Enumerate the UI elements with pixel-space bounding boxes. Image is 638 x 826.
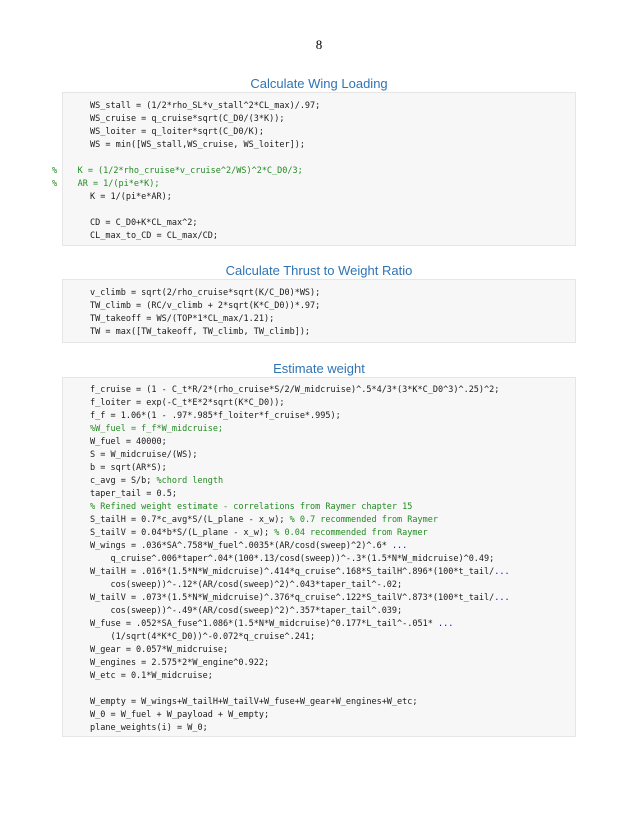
code-line [90,709,269,722]
code-block-wing-loading [52,92,576,246]
code-line [90,553,494,566]
code-line [90,449,197,462]
code-text: b = sqrt(AR*S); [90,463,167,473]
code-comment: %chord length [156,476,224,486]
code-line [90,475,223,488]
code-line [90,191,172,204]
code-text: K = 1/(pi*e*AR); [90,192,172,202]
code-text: TW_climb = (RC/v_climb + 2*sqrt(K*C_D0))*.97; [90,301,321,311]
code-text: (1/sqrt(4*K*C_D0))^-0.072*q_cruise^.241; [90,632,316,642]
code-text: W_tailH = .016*(1.5*N*W_midcruise)^.414*q_cruise^.168*S_tailH^.896*(100*t_tail/ [90,567,495,577]
code-line [90,287,320,300]
code-line [90,514,438,527]
code-text: W_0 = W_fuel + W_payload + W_empty; [90,710,270,720]
section-title-estimate-weight: Estimate weight [273,361,365,376]
code-line [90,566,510,579]
code-comment: % K = (1/2*rho_cruise*v_cruise^2/WS)^2*C_D0/3; [52,166,303,176]
code-line [90,139,305,152]
code-line [90,696,418,709]
code-continuation: ... [494,567,510,577]
code-text: W_fuse = .052*SA_fuse^1.086*(1.5*N*W_midcruise)^0.177*L_tail^-.051* [90,619,438,629]
code-line [90,488,177,501]
code-line [90,670,213,683]
code-line [90,462,167,475]
code-line [90,644,228,657]
code-block-thrust-to-weight [62,279,576,343]
code-continuation: ... [438,619,454,629]
code-text: cos(sweep))^-.49*(AR/cosd(sweep)^2)^.357*taper_tail^.039; [90,606,403,616]
code-line [90,384,499,397]
code-line [90,126,264,139]
code-line [90,527,428,540]
code-text: W_fuel = 40000; [90,437,167,447]
code-comment: % AR = 1/(pi*e*K); [52,179,160,189]
code-text: W_etc = 0.1*W_midcruise; [90,671,213,681]
code-text: W_tailV = .073*(1.5*N*W_midcruise)^.376*q_cruise^.122*S_tailV^.873*(100*t_tail/ [90,593,495,603]
code-text: TW = max([TW_takeoff, TW_climb, TW_climb]); [90,327,311,337]
code-text: q_cruise^.006*taper^.04*(100*.13/cosd(sweep))^-.3*(1.5*N*W_midcruise)^0.49; [90,554,495,564]
code-line [52,178,159,191]
code-line [90,100,320,113]
section-title-thrust-to-weight: Calculate Thrust to Weight Ratio [225,263,413,278]
code-text: f_f = 1.06*(1 - .97*.985*f_loiter*f_cruise*.995); [90,411,341,421]
code-text: TW_takeoff = WS/(TOP*1*CL_max/1.21); [90,314,275,324]
code-line [90,300,320,313]
code-text: taper_tail = 0.5; [90,489,177,499]
code-text: W_gear = 0.057*W_midcruise; [90,645,229,655]
code-continuation: ... [494,593,510,603]
code-text: CD = C_D0+K*CL_max^2; [90,218,198,228]
code-continuation: ... [391,541,408,551]
code-text: cos(sweep))^-.12*(AR/cosd(sweep)^2)^.043*taper_tail^-.02; [90,580,403,590]
code-text: W_empty = W_wings+W_tailH+W_tailV+W_fuse+W_gear+W_engines+W_etc; [90,697,418,707]
code-text: S = W_midcruise/(WS); [90,450,198,460]
code-text: f_loiter = exp(-C_t*E*2*sqrt(K*C_D0)); [90,398,285,408]
code-text: CL_max_to_CD = CL_max/CD; [90,231,218,241]
code-line [90,631,315,644]
code-line [90,605,402,618]
code-line [52,165,303,178]
code-text: c_avg = S/b; [90,476,157,486]
code-text: WS_cruise = q_cruise*sqrt(C_D0/(3*K)); [90,114,285,124]
code-line [90,592,510,605]
code-text: f_cruise = (1 - C_t*R/2*(rho_cruise*S/2/W_midcruise)^.5*4/3*(3*K*C_D0^3)^.25)^2; [90,385,500,395]
code-comment: % 0.04 recommended from Raymer [274,528,428,538]
code-line [90,722,208,735]
code-line [90,618,453,631]
code-line [90,217,197,230]
page-number: 8 [315,37,323,52]
code-text: S_tailV = 0.04*b*S/(L_plane - x_w); [90,528,275,538]
code-line [90,326,310,339]
code-text: W_wings = .036*SA^.758*W_fuel^.0035*(AR/cosd(sweep)^2)^.6* [90,541,392,551]
code-text: S_tailH = 0.7*c_avg*S/(L_plane - x_w); [90,515,290,525]
code-comment: % 0.7 recommended from Raymer [289,515,438,525]
code-comment: % Refined weight estimate - correlations from Raymer chapter 15 [90,502,413,512]
code-line [90,410,341,423]
code-block-estimate-weight [62,377,576,737]
code-line [90,313,274,326]
code-line [90,657,269,670]
code-line [90,230,218,243]
code-line [90,579,402,592]
code-text: W_engines = 2.575*2*W_engine^0.922; [90,658,270,668]
code-line [90,540,407,553]
code-line [90,113,284,126]
code-text: v_climb = sqrt(2/rho_cruise*sqrt(K/C_D0)*WS); [90,288,321,298]
code-line [90,436,167,449]
code-line [90,397,284,410]
code-text: plane_weights(i) = W_0; [90,723,208,733]
code-line [90,423,223,436]
code-line [90,501,412,514]
code-text: WS_stall = (1/2*rho_SL*v_stall^2*CL_max)/.97; [90,101,321,111]
section-title-wing-loading: Calculate Wing Loading [250,76,388,91]
code-text: WS_loiter = q_loiter*sqrt(C_D0/K); [90,127,264,137]
code-text: WS = min([WS_stall,WS_cruise, WS_loiter]); [90,140,305,150]
code-comment: %W_fuel = f_f*W_midcruise; [90,424,224,434]
